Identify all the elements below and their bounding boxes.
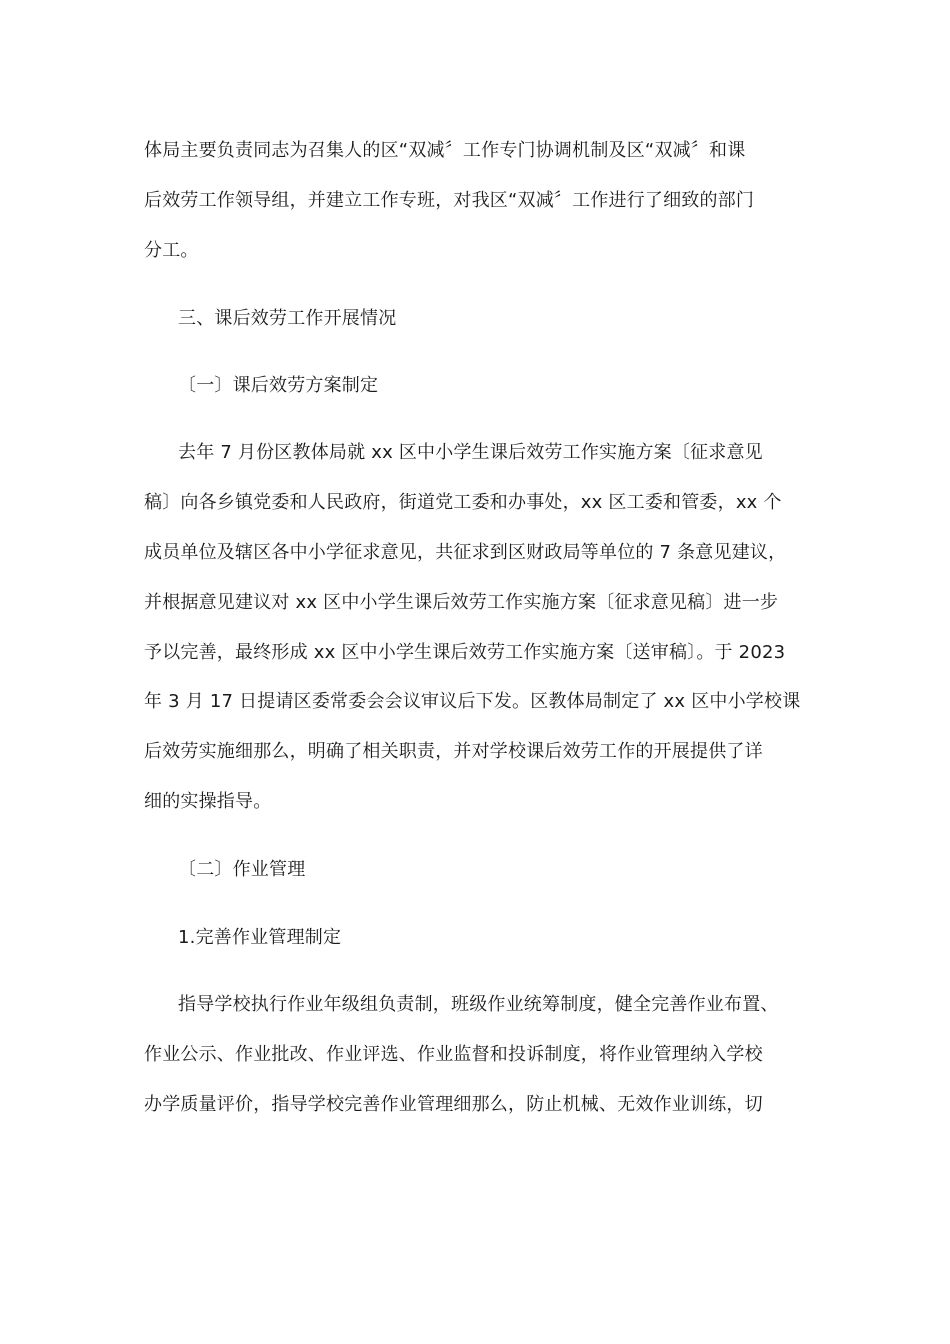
subsection-heading: 〔二〕作业管理 xyxy=(178,859,306,880)
text-line: 后效劳实施细那么，明确了相关职责，并对学校课后效劳工作的开展提供了详 xyxy=(144,741,763,762)
text-line: 后效劳工作领导组，并建立工作专班，对我区“双减〞工作进行了细致的部门 xyxy=(144,190,755,211)
text-line: 细的实操指导。 xyxy=(144,791,272,812)
text-line: 予以完善，最终形成 xx 区中小学生课后效劳工作实施方案〔送审稿〕。于 2023 xyxy=(144,642,786,663)
text-line: 指导学校执行作业年级组负责制，班级作业统筹制度，健全完善作业布置、 xyxy=(178,994,779,1015)
subsection-heading: 〔一〕课后效劳方案制定 xyxy=(178,375,379,396)
text-line: 作业公示、作业批改、作业评选、作业监督和投诉制度，将作业管理纳入学校 xyxy=(144,1044,763,1065)
text-line: 去年 7 月份区教体局就 xx 区中小学生课后效劳工作实施方案〔征求意见 xyxy=(178,442,763,463)
text-line: 成员单位及辖区各中小学征求意见，共征求到区财政局等单位的 7 条意见建议， xyxy=(144,542,787,563)
text-line: 办学质量评价，指导学校完善作业管理细那么，防止机械、无效作业训练，切 xyxy=(144,1094,763,1115)
text-line: 体局主要负责同志为召集人的区“双减〞工作专门协调机制及区“双减〞和课 xyxy=(144,140,746,161)
text-line: 年 3 月 17 日提请区委常委会会议审议后下发。区教体局制定了 xx 区中小学校课 xyxy=(144,691,801,712)
section-heading: 三、课后效劳工作开展情况 xyxy=(178,308,397,329)
text-line: 并根据意见建议对 xx 区中小学生课后效劳工作实施方案〔征求意见稿〕进一步 xyxy=(144,592,779,613)
text-line: 分工。 xyxy=(144,240,199,261)
item-heading: 1.完善作业管理制定 xyxy=(178,927,342,948)
text-line: 稿〕向各乡镇党委和人民政府，街道党工委和办事处，xx 区工委和管委，xx 个 xyxy=(144,492,782,513)
